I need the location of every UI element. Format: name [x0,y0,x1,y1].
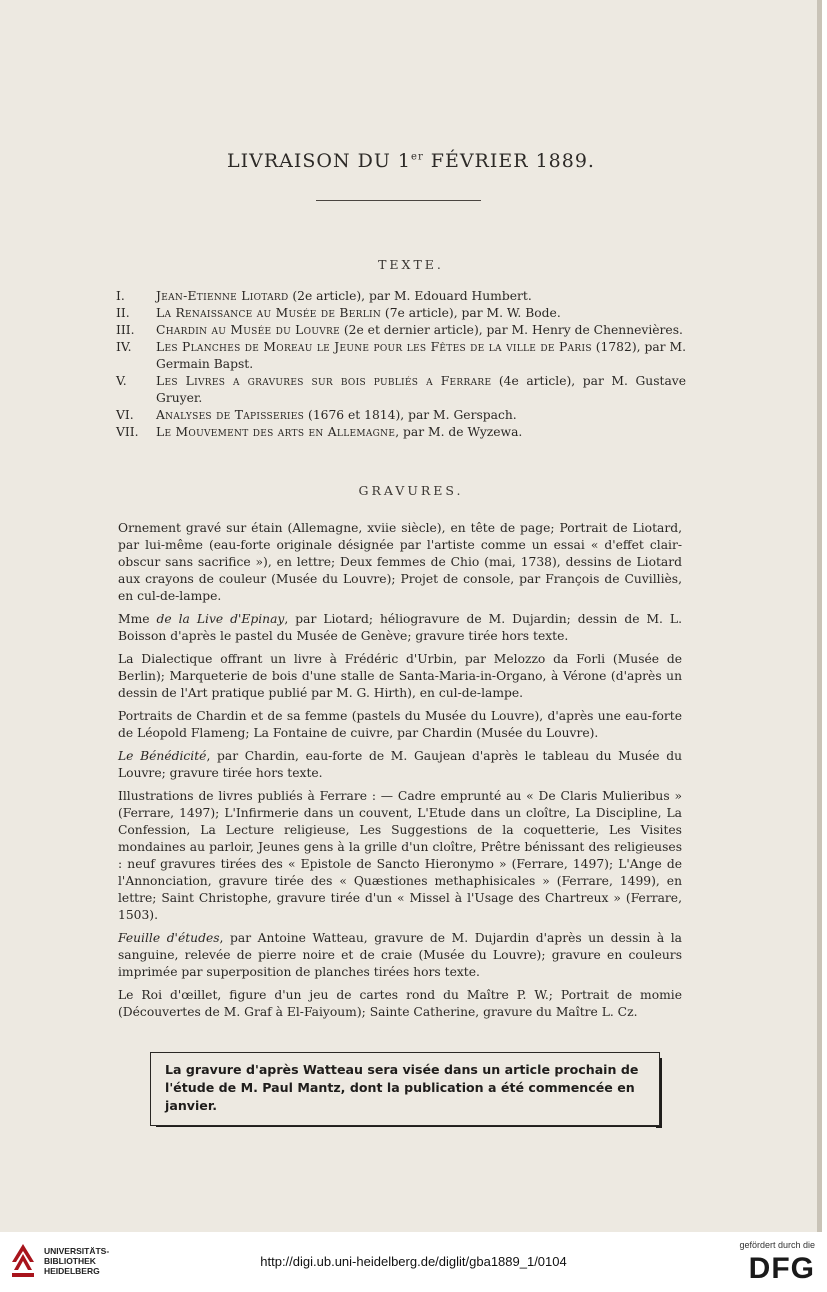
texte-heading: TEXTE. [378,257,444,272]
texte-item-text [156,288,686,305]
gravure-entry-2-title: de la Live d'Epinay [156,612,285,626]
gravure-entry-7 [118,930,682,981]
texte-item-author: (2e article), par M. Edouard Humbert. [288,289,532,303]
texte-item-text [156,373,686,407]
gravure-entry-1: Ornement gravé sur étain (Allemagne, xviie siècle), en tête de page; Portrait de Liotard, par lui-même (eau-forte originale désignée par l'artiste comme un essai « d'effet clair-obscur sans sacrifice »), en lettre; Deux femmes de Chio (mai, 1738), dessins de Liotard aux crayons de couleur (Musée du Louvre); Projet de console, par François de Cuvilliès, en cul-de-lampe. [118,521,682,603]
texte-item-text [156,322,686,339]
gravure-entry-7-title: Feuille d'études [118,931,220,945]
gravure-entry-8: Le Roi d'œillet, figure d'un jeu de cartes rond du Maître P. W.; Portrait de momie (Découvertes de M. Graf à El-Faiyoum); Sainte Catherine, gravure du Maître L. Cz. [118,988,682,1019]
title-date: FÉVRIER 1889. [423,150,595,172]
texte-item-title: Les Livres a gravures sur bois publiés a Ferrare [156,374,492,388]
notice-box: La gravure d'après Watteau sera visée dans un article prochain de l'étude de M. Paul Mantz, dont la publication a été commencée en janvier. [150,1052,660,1126]
texte-item-title: Le Mouvement des arts en Allemagne [156,425,396,439]
texte-item [116,288,686,305]
texte-item-title: Les Planches de Moreau le Jeune pour les Fêtes de la ville de Paris [156,340,592,354]
texte-item [116,424,686,441]
permalink-url[interactable]: http://digi.ub.uni-heidelberg.de/diglit/gba1889_1/0104 [260,1254,567,1269]
texte-item-author: (1782), par M. Germain Bapst. [156,340,686,371]
texte-item-number: VII. [116,425,139,439]
page-edge [817,0,822,1232]
texte-item [116,305,686,322]
gravure-entry-4: Portraits de Chardin et de sa femme (pastels du Musée du Louvre), d'après une eau-forte de Léopold Flameng; La Fontaine de cuivre, par Chardin (Musée du Louvre). [118,709,682,740]
gravure-entry-5-text: , par Chardin, eau-forte de M. Gaujean d'après le tableau du Musée du Louvre; gravure tirée hors texte. [118,749,683,780]
title-divider [316,200,481,201]
texte-item-text [156,407,686,424]
texte-item-number: I. [116,289,125,303]
texte-item-title: Jean-Etienne Liotard [156,289,289,303]
library-name-line1: UNIVERSITÄTS- [44,1246,110,1256]
library-name-line3: HEIDELBERG [44,1266,100,1276]
texte-item-author: (4e article), par M. Gustave Gruyer. [156,374,686,405]
texte-item-author: (1676 et 1814), par M. Gerspach. [304,408,517,422]
texte-item-title: Analyses de Tapisseries [156,408,305,422]
gravure-entry-2-text: , par Liotard; héliogravure de M. Dujardin; dessin de M. L. Boisson d'après le pastel du Musée de Genève; gravure tirée hors texte. [118,612,682,643]
texte-item-number: IV. [116,340,132,354]
gravure-entry-6: Illustrations de livres publiés à Ferrare : — Cadre emprunté au « De Claris Mulieribus » (Ferrare, 1497); L'Infirmerie dans un couvent, L'Etude dans un cloître, La Discipline, La Confession, La Lecture religieuse, Les Suggestions de la coquetterie, Les Visites mondaines au parloir, Jeunes gens à la grille d'un cloître, Prêtre bénissant des religieuses : neuf gravures tirées des « Epistole de Sancto Hieronymo » (Ferrare, 1497); L'Ange de l'Annonciation, gravure tirée des « Quæstiones methaphisicales » (Ferrare, 1499), en lettre; Saint Christophe, gravure tirée d'un « Missel à l'Usage des Chartreux » (Ferrare, 1503). [118,789,682,922]
texte-item [116,373,686,407]
texte-item-author: (7e article), par M. W. Bode. [381,306,561,320]
texte-item-number: II. [116,306,130,320]
texte-item [116,339,686,373]
texte-item-author: , par M. de Wyzewa. [395,425,523,439]
texte-item-number: III. [116,323,135,337]
page-title [0,150,822,172]
texte-item-number: V. [116,374,127,388]
gravures-list [118,520,682,1027]
texte-item-title: La Renaissance au Musée de Berlin [156,306,382,320]
gravure-entry-5 [118,748,682,782]
gravure-entry-3: La Dialectique offrant un livre à Frédéric d'Urbin, par Melozzo da Forli (Musée de Berlin); Marqueterie de bois d'une stalle de Santa-Maria-in-Organo, à Vérone (d'après un dessin de l'Art pratique publié par M. G. Hirth), en cul-de-lampe. [118,652,682,700]
texte-item-text [156,339,686,373]
dfg-logo[interactable]: DFG [748,1252,815,1285]
gravure-entry-7-text: , par Antoine Watteau, gravure de M. Dujardin d'après un dessin à la sanguine, relevée de pierre noire et de craie (Musée du Louvre); gravure en couleurs imprimée par superposition de planches tirées hors texte. [118,931,682,979]
texte-item-text [156,424,686,441]
library-name-line2: BIBLIOTHEK [44,1256,96,1266]
texte-item-text [156,305,686,322]
texte-item-title: Chardin au Musée du Louvre [156,323,340,337]
gravure-entry-2 [118,611,682,645]
texte-item [116,407,686,424]
gravure-entry-5-title: Le Bénédicité [118,749,207,763]
title-main: LIVRAISON DU 1 [227,150,412,172]
viewer-footer [0,1232,827,1292]
texte-item-author: (2e et dernier article), par M. Henry de Chennevières. [339,323,683,337]
title-superscript: er [411,151,424,163]
texte-contents-list [116,288,686,441]
dfg-caption: gefördert durch die [739,1240,815,1250]
texte-item [116,322,686,339]
gravure-entry-2-prefix: Mme [118,612,157,626]
texte-item-number: VI. [116,408,134,422]
gravures-heading: GRAVURES. [358,483,464,498]
